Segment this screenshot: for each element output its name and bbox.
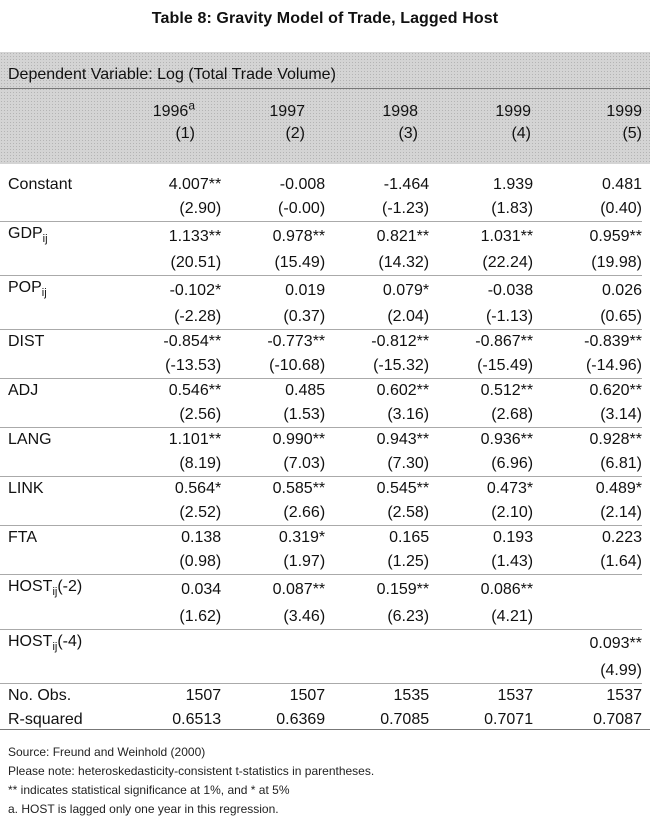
coef-cell: -0.839**	[533, 330, 642, 355]
tstat-cell: (3.46)	[283, 607, 326, 625]
table-title: Table 8: Gravity Model of Trade, Lagged Host	[151, 10, 499, 27]
tstat-cell: (-2.28)	[174, 308, 222, 326]
row-label: ADJ	[0, 379, 117, 404]
column-header-1	[88, 98, 195, 145]
coef-cell: 0.978**	[221, 222, 325, 252]
stat-cell: 0.6513	[172, 710, 222, 728]
coef-cell: -0.008	[279, 176, 326, 193]
table-row-tstat	[0, 452, 642, 477]
coef-cell	[429, 629, 533, 659]
tstat-cell	[221, 659, 325, 684]
stat-cell: 1537	[429, 683, 533, 708]
coef-cell: 0.193	[429, 526, 533, 551]
tstat-cell: (2.10)	[491, 504, 534, 522]
coef-cell: 1.101**	[117, 428, 221, 453]
coef-cell	[221, 629, 325, 659]
coef-cell: 0.821**	[325, 222, 429, 252]
tstat-cell: (1.53)	[283, 406, 326, 424]
coef-cell: 0.990**	[221, 428, 325, 453]
note-source: Source: Freund and Weinhold (2000)	[8, 745, 206, 759]
column-year: 1997	[269, 103, 305, 120]
coef-cell: 0.481	[601, 176, 642, 193]
tstat-cell: (2.04)	[387, 308, 430, 326]
tstat-cell: (1.83)	[491, 200, 534, 217]
coef-cell: 1.939	[493, 176, 534, 193]
row-label: DIST	[0, 330, 117, 355]
tstat-cell: (6.96)	[491, 455, 534, 473]
column-header-4	[418, 101, 531, 145]
tstat-cell: (-14.96)	[585, 357, 642, 375]
column-year: 1999	[495, 103, 531, 120]
tstat-cell: (2.58)	[387, 504, 430, 522]
table-row-tstat	[0, 403, 642, 428]
stat-cell: 0.7085	[380, 710, 430, 728]
column-index: (1)	[175, 125, 195, 142]
coef-cell: 0.165	[325, 526, 429, 551]
tstat-cell: (7.30)	[387, 455, 430, 473]
tstat-cell: (7.03)	[283, 455, 326, 473]
tstat-cell: (2.14)	[600, 504, 642, 522]
tstat-cell	[533, 605, 642, 630]
tstat-cell: (4.99)	[600, 661, 642, 679]
coef-cell: 0.485	[221, 379, 325, 404]
tstat-cell: (2.68)	[491, 406, 534, 424]
row-label: No. Obs.	[0, 683, 117, 708]
coef-cell: 0.087**	[221, 575, 325, 605]
tstat-cell: (2.56)	[179, 406, 222, 424]
stat-cell: 0.7087	[593, 710, 642, 728]
note-lag: a. HOST is lagged only one year in this regression.	[8, 802, 279, 816]
coef-cell: -0.854**	[117, 330, 221, 355]
coef-cell: -0.867**	[429, 330, 533, 355]
column-year: 1996	[152, 103, 189, 120]
table-row-gdp	[0, 222, 642, 252]
column-index: (4)	[511, 125, 531, 142]
tstat-cell: (1.64)	[600, 553, 642, 571]
column-index: (2)	[285, 125, 305, 142]
tstat-cell: (1.62)	[179, 607, 222, 625]
table-row-tstat	[0, 251, 642, 276]
coef-cell: 4.007**	[168, 176, 222, 193]
tstat-cell: (-13.53)	[165, 357, 222, 375]
tstat-cell	[117, 659, 221, 684]
coef-cell: 0.959**	[533, 222, 642, 252]
tstat-cell: (-1.23)	[382, 200, 430, 217]
coef-cell	[533, 575, 642, 605]
table-row-lang	[0, 428, 642, 453]
coef-cell: 0.585**	[221, 477, 325, 502]
coef-cell: 0.138	[117, 526, 221, 551]
column-header-2	[193, 101, 305, 145]
column-index: (3)	[398, 125, 418, 142]
tstat-cell: (2.90)	[179, 200, 222, 217]
table-row-obs	[0, 683, 642, 708]
tstat-cell: (0.37)	[283, 308, 326, 326]
row-label: $HOST_{ij}(-4)$	[0, 629, 117, 659]
table-row-adj	[0, 379, 642, 404]
column-year: 1999	[606, 103, 642, 120]
note-significance: ** indicates statistical significance at 1%, and * at 5%	[8, 783, 290, 797]
coef-cell: 1.031**	[429, 222, 533, 252]
coef-cell: 0.936**	[429, 428, 533, 453]
coef-cell: 0.223	[533, 526, 642, 551]
coef-cell: 0.564*	[117, 477, 221, 502]
table-notes	[8, 743, 374, 819]
row-label: $HOST_{ij}(-2)$	[0, 575, 117, 605]
row-label: $GDP_{ij}$	[0, 222, 117, 252]
table-row-tstat	[0, 550, 642, 575]
column-year: 1998	[382, 103, 418, 120]
tstat-cell: (15.49)	[274, 254, 326, 272]
column-marker: a	[188, 98, 195, 113]
coef-cell: 0.546**	[117, 379, 221, 404]
tstat-cell	[429, 659, 533, 684]
stat-cell: 1537	[533, 683, 642, 708]
tstat-cell: (6.23)	[387, 607, 430, 625]
tstat-cell: (0.40)	[600, 200, 642, 217]
tstat-cell: (-15.49)	[477, 357, 534, 375]
coef-cell: 0.620**	[533, 379, 642, 404]
tstat-cell: (1.97)	[283, 553, 326, 571]
table-row-host-lag4	[0, 629, 642, 659]
coef-cell: 0.034	[117, 575, 221, 605]
column-index: (5)	[622, 125, 642, 142]
table-row-host-lag2	[0, 575, 642, 605]
tstat-cell: (1.25)	[387, 553, 430, 571]
tstat-cell: (2.66)	[283, 504, 326, 522]
coef-cell: 0.026	[533, 276, 642, 306]
coef-cell: 0.545**	[325, 477, 429, 502]
tstat-cell: (6.81)	[600, 455, 642, 473]
tstat-cell: (4.21)	[491, 607, 534, 625]
coef-cell: -1.464	[383, 176, 430, 193]
tstat-cell: (0.98)	[179, 553, 222, 571]
coef-cell: 0.019	[221, 276, 325, 306]
row-label: FTA	[0, 526, 117, 551]
table-row-tstat	[0, 659, 642, 684]
coef-cell: -0.812**	[325, 330, 429, 355]
stat-cell: 1507	[221, 683, 325, 708]
coef-cell: -0.773**	[221, 330, 325, 355]
coef-cell: 0.473*	[429, 477, 533, 502]
column-header-5	[531, 101, 642, 145]
row-label: Constant	[8, 176, 73, 193]
coef-cell	[325, 629, 429, 659]
coef-cell: 0.086**	[429, 575, 533, 605]
stat-cell: 0.7071	[484, 710, 534, 728]
coef-cell: 0.512**	[429, 379, 533, 404]
row-label: LINK	[0, 477, 117, 502]
tstat-cell: (20.51)	[170, 254, 222, 272]
tstat-cell: (-0.00)	[278, 200, 326, 217]
coef-cell: 1.133**	[117, 222, 221, 252]
tstat-cell: (1.43)	[491, 553, 534, 571]
note-tstat: Please note: heteroskedasticity-consistent t-statistics in parentheses.	[8, 764, 375, 778]
coef-cell: 0.943**	[325, 428, 429, 453]
dependent-variable-label: Dependent Variable: Log (Total Trade Volume)	[8, 66, 336, 83]
row-label: R-squared	[8, 710, 83, 728]
coef-cell: 0.928**	[533, 428, 642, 453]
coef-cell: 0.489*	[533, 477, 642, 502]
header-divider	[0, 88, 650, 89]
tstat-cell: (14.32)	[378, 254, 430, 272]
tstat-cell: (-10.68)	[269, 357, 326, 375]
coef-cell: 0.602**	[325, 379, 429, 404]
table-row-tstat	[0, 605, 642, 630]
table-row-fta	[0, 526, 642, 551]
table-row-constant	[0, 173, 642, 197]
coef-cell: -0.102*	[117, 276, 221, 306]
table-row-tstat	[0, 501, 642, 526]
row-label: $POP_{ij}$	[0, 276, 117, 306]
column-header-3	[305, 101, 418, 145]
table-row-pop	[0, 276, 642, 306]
tstat-cell: (2.52)	[179, 504, 222, 522]
regression-table	[0, 173, 642, 732]
stat-cell: 0.6369	[276, 710, 326, 728]
table-row-tstat	[0, 305, 642, 330]
tstat-cell: (3.14)	[600, 406, 642, 424]
coef-cell: 0.079*	[325, 276, 429, 306]
tstat-cell: (19.98)	[591, 254, 642, 272]
tstat-cell: (-1.13)	[485, 308, 534, 326]
coef-cell: -0.038	[429, 276, 533, 306]
table-row-tstat	[0, 354, 642, 379]
row-label: LANG	[0, 428, 117, 453]
tstat-cell: (0.65)	[600, 308, 642, 326]
coef-cell	[117, 629, 221, 659]
tstat-cell: (8.19)	[179, 455, 222, 473]
tstat-cell: (-15.32)	[373, 357, 430, 375]
table-row-tstat	[0, 197, 642, 222]
tstat-cell: (3.16)	[387, 406, 430, 424]
table-row-dist	[0, 330, 642, 355]
coef-cell: 0.319*	[221, 526, 325, 551]
stat-cell: 1535	[325, 683, 429, 708]
stat-cell: 1507	[117, 683, 221, 708]
table-bottom-divider	[0, 729, 650, 730]
coef-cell: 0.093**	[533, 629, 642, 659]
coef-cell: 0.159**	[325, 575, 429, 605]
tstat-cell: (22.24)	[482, 254, 534, 272]
tstat-cell	[325, 659, 429, 684]
table-row-link	[0, 477, 642, 502]
